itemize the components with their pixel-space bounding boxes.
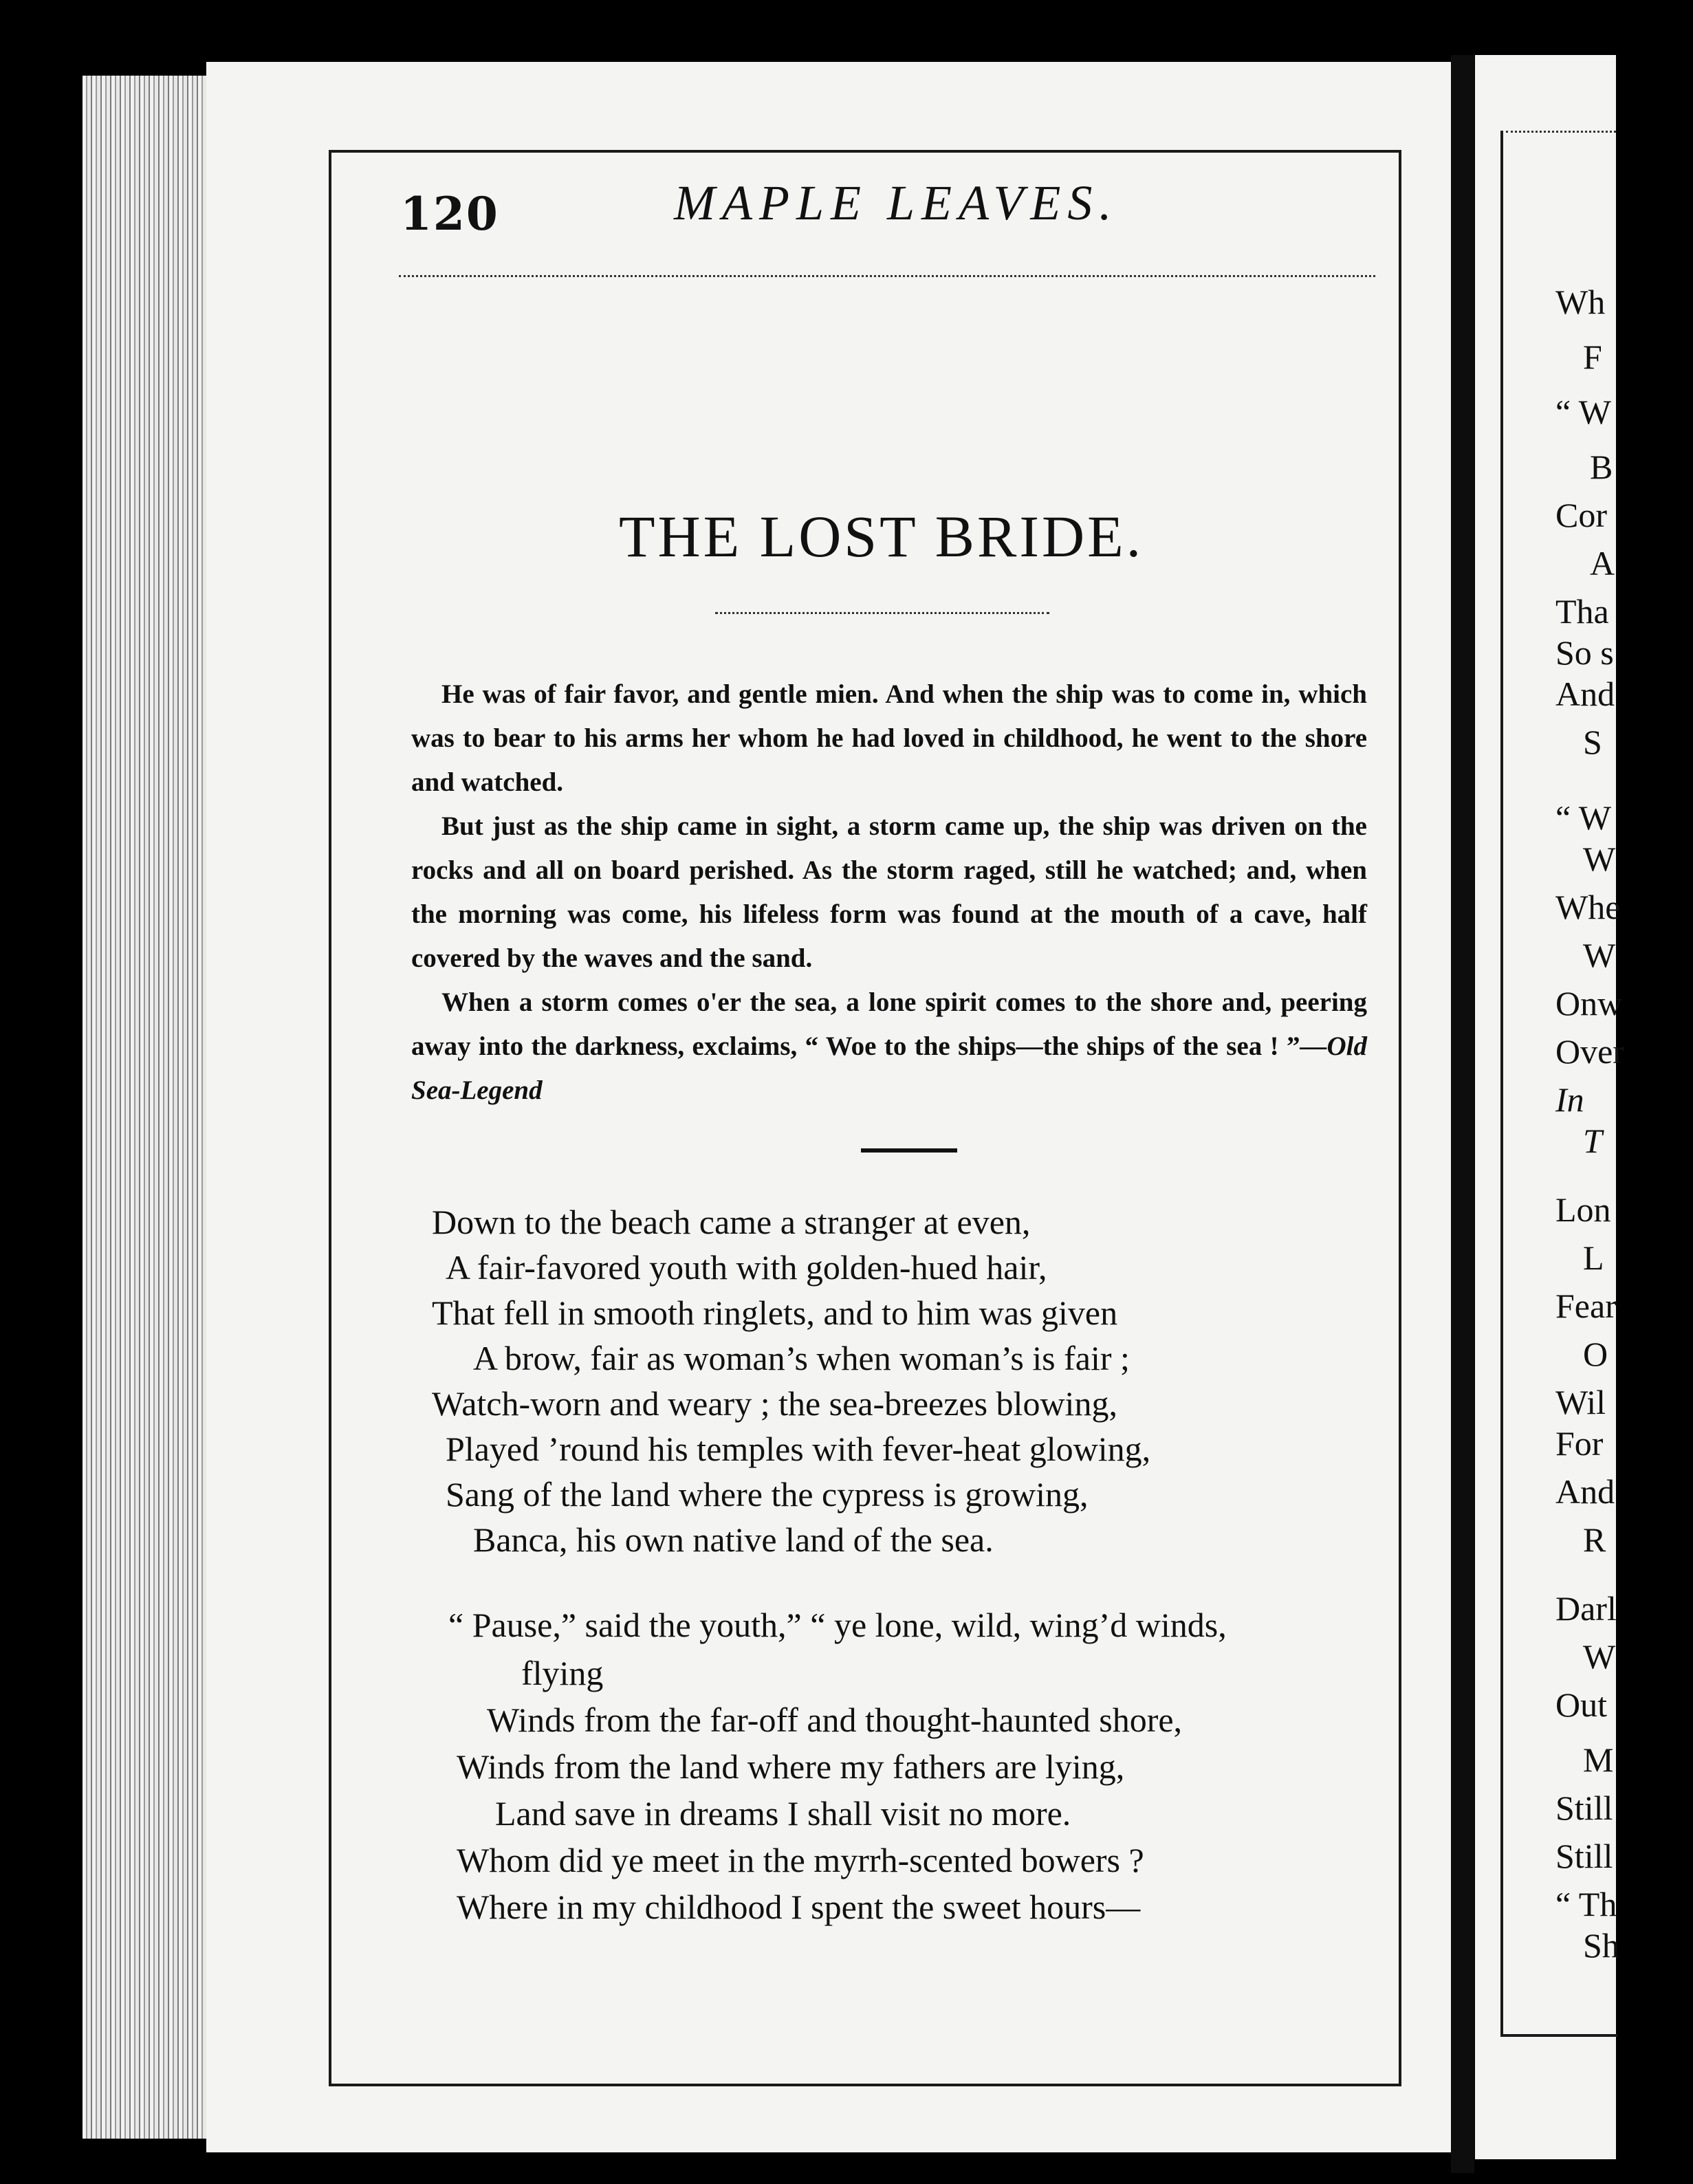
right-page-fragment: Still [1555, 1789, 1613, 1827]
right-page-fragment: T [1583, 1122, 1602, 1160]
title-rule [715, 612, 1049, 614]
right-page-fragment: R [1583, 1520, 1606, 1559]
intro-paragraph-text: When a storm comes o'er the sea, a lone spirit comes to the shore and, peering away into the darkness, exclaims, “ Woe to the ships—the ships of the sea ! ” [411, 987, 1367, 1061]
poem-line: Banca, his own native land of the sea. [473, 1520, 994, 1559]
right-page-rule [1506, 131, 1616, 133]
poem-line: Whom did ye meet in the myrrh-scented bowers ? [457, 1841, 1144, 1879]
right-page-fragment: O [1583, 1335, 1608, 1373]
right-page-fragment: In [1555, 1080, 1584, 1119]
running-head: MAPLE LEAVES. [674, 175, 1119, 230]
poem-line: “ Pause,” said the youth,” “ ye lone, wild, wing’d winds, [448, 1606, 1227, 1644]
page-edges [83, 76, 227, 2139]
right-page-fragment: And [1555, 1472, 1615, 1511]
right-page-fragment: Fear [1555, 1287, 1617, 1325]
poem-line: That fell in smooth ringlets, and to him was given [432, 1293, 1118, 1332]
intro-paragraph: He was of fair favor, and gentle mien. And when the ship was to come in, which was to bear to his arms her whom he had loved in childhood, he went to the shore and watched. [411, 679, 1367, 797]
poem-line: Played ’round his temples with fever-heat glowing, [446, 1430, 1151, 1468]
right-page-fragment: Lon [1555, 1190, 1611, 1229]
right-page-fragment: Still [1555, 1837, 1613, 1875]
poem-line: A brow, fair as woman’s when woman’s is fair ; [473, 1339, 1130, 1377]
right-page-fragment: And [1555, 675, 1615, 713]
right-page-fragment: Over [1555, 1032, 1624, 1071]
right-page-fragment: F [1583, 338, 1602, 376]
poem-line: Where in my childhood I spent the sweet hours— [457, 1888, 1141, 1926]
right-page-fragment: Out [1555, 1685, 1607, 1724]
intro-paragraph: But just as the ship came in sight, a storm came up, the ship was driven on the rocks and all on board perished. As the storm raged, still he watched; and, when the morning was come, his lifeless form was found at the mouth of a cave, half covered by the waves and the sand. [411, 811, 1367, 973]
poem-line: Down to the beach came a stranger at even, [432, 1203, 1031, 1241]
right-page-fragment: L [1583, 1238, 1604, 1277]
intro-prose [411, 673, 1367, 1113]
right-page-fragment: Sh [1583, 1926, 1619, 1965]
right-page-fragment: So s [1555, 633, 1614, 672]
right-page-fragment: Tha [1555, 592, 1609, 631]
right-page-fragment: Onw [1555, 984, 1623, 1023]
section-separator [861, 1148, 957, 1153]
right-page-border [1500, 131, 1503, 2035]
page-number: 120 [400, 187, 499, 241]
intro-paragraph [411, 981, 1367, 1113]
right-page-fragment: Darl [1555, 1589, 1617, 1628]
right-page-fragment: “ Th [1555, 1885, 1617, 1923]
poem-line: Watch-worn and weary ; the sea-breezes blowing, [432, 1384, 1117, 1423]
right-page-fragment: S [1583, 723, 1602, 761]
attribution: —Old Sea-Legend [411, 1031, 1367, 1105]
poem-line: Sang of the land where the cypress is growing, [446, 1475, 1089, 1514]
right-page-fragment: A [1590, 544, 1615, 582]
header-rule [399, 275, 1375, 277]
right-page-fragment: W [1583, 936, 1616, 974]
poem-line: flying [521, 1654, 604, 1692]
right-page-fragment: W [1583, 1637, 1616, 1676]
right-page-fragment: W [1583, 840, 1616, 878]
poem-line: Winds from the far-off and thought-haunted shore, [487, 1701, 1183, 1739]
right-page-border-bottom [1500, 2034, 1617, 2037]
book-gutter [1451, 55, 1474, 2173]
right-page-fragment: M [1583, 1740, 1614, 1779]
right-page-fragment: B [1590, 448, 1613, 486]
right-page-fragment: Whe [1555, 888, 1621, 926]
poem-line: Winds from the land where my fathers are lying, [457, 1747, 1125, 1786]
right-page-fragment: Wil [1555, 1383, 1606, 1421]
poem-line: Land save in dreams I shall visit no more. [495, 1794, 1071, 1833]
poem-line: A fair-favored youth with golden-hued hair, [446, 1248, 1047, 1287]
right-page-fragment: “ W [1555, 393, 1611, 431]
right-page-fragment: For [1555, 1424, 1604, 1463]
poem-title: THE LOST BRIDE. [619, 503, 1144, 569]
right-page-fragment: Wh [1555, 283, 1606, 321]
right-page-fragment: Cor [1555, 496, 1607, 534]
right-page-fragment: “ W [1555, 798, 1611, 837]
